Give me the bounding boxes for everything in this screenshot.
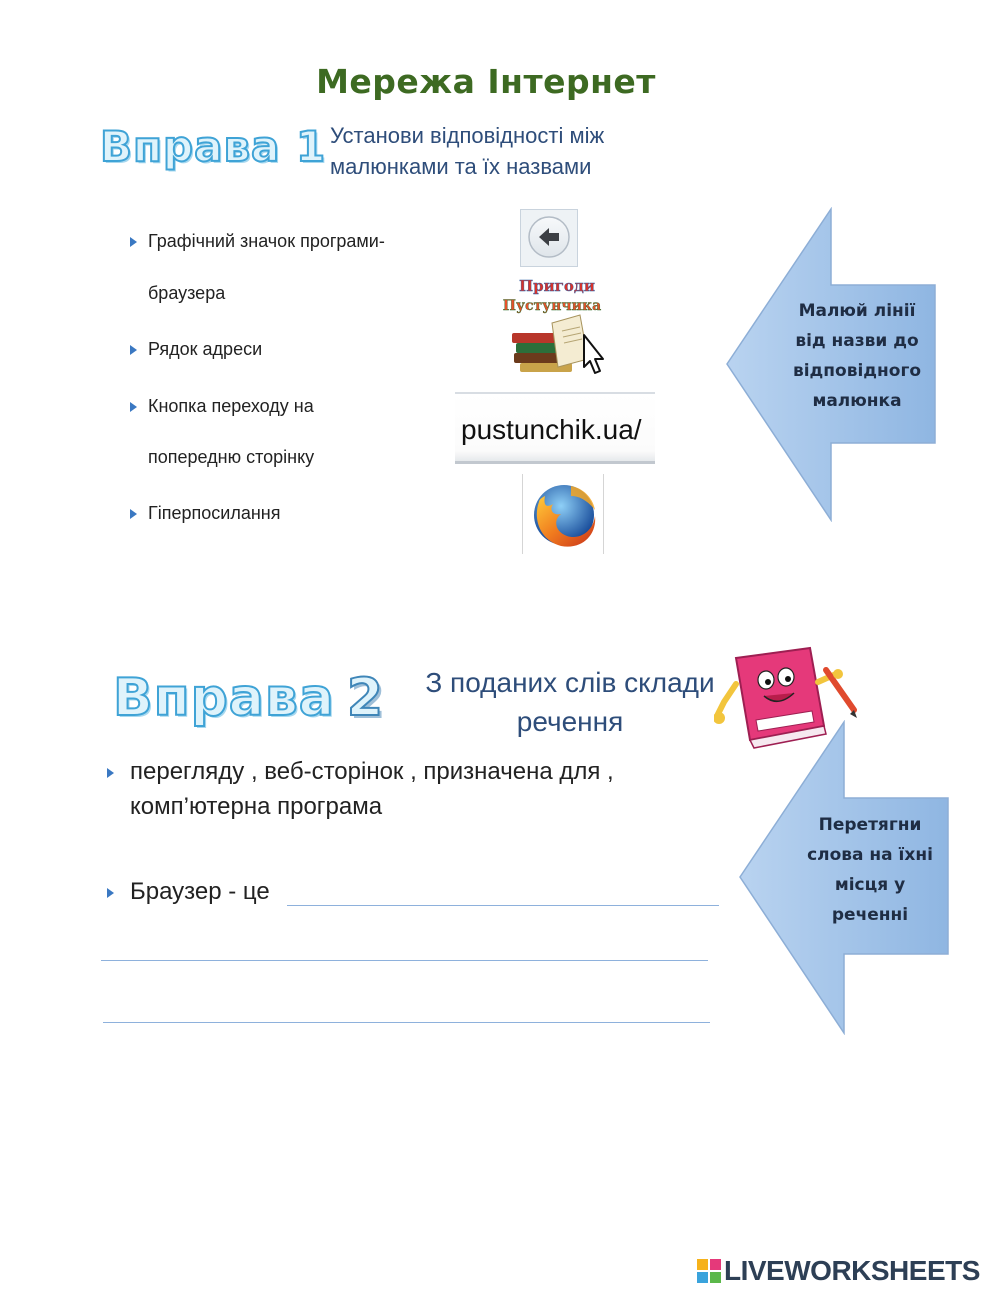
bullet-icon <box>130 402 137 412</box>
bullet-icon <box>107 888 114 898</box>
book-caption-line2: Пустунчика <box>502 298 602 314</box>
hint-1-line1: Малюй лінії <box>798 301 916 321</box>
address-bar-image[interactable] <box>455 392 655 464</box>
item-browser-icon-label-line1[interactable]: Графічний значок програми- <box>148 231 385 251</box>
logo-blocks-icon <box>697 1259 721 1283</box>
sentence-start: Браузер - це <box>130 878 270 905</box>
bullet-icon <box>107 768 114 778</box>
hint-2-line1: Перетягни <box>818 815 922 835</box>
exercise-1-instruction <box>330 120 660 182</box>
answer-line-2[interactable] <box>101 960 708 961</box>
hint-text-exercise-1 <box>782 296 932 416</box>
back-arrow-icon <box>521 210 577 266</box>
hint-1-line3: відповідного <box>792 361 922 381</box>
answer-line-1[interactable] <box>287 905 719 906</box>
item-hyperlink-label[interactable]: Гіперпосилання <box>148 503 281 523</box>
hint-1-line4: малюнка <box>812 391 902 411</box>
hyperlink-book-image[interactable] <box>502 275 612 385</box>
book-caption-line1: Пригоди <box>518 277 596 295</box>
hint-2-line4: реченні <box>831 905 909 925</box>
bullet-icon <box>130 237 137 247</box>
exercise-2-label <box>113 668 384 728</box>
hint-2-line2: слова на їхні <box>807 845 933 865</box>
words-line1[interactable]: перегляду , веб-сторінок , призначена для , <box>130 758 614 785</box>
exercise-1-instruction-line1: Установи відповідності між <box>330 123 605 148</box>
back-button-image[interactable] <box>520 209 578 267</box>
item-browser-icon-label-line2[interactable]: браузера <box>148 283 226 303</box>
hint-2-line3: місця у <box>834 875 906 895</box>
firefox-icon <box>523 474 603 554</box>
exercise-1-label: Вправа 1 <box>100 122 327 171</box>
bullet-icon <box>130 509 137 519</box>
exercise-2-word: Вправа <box>113 668 335 728</box>
logo-text: LIVEWORKSHEETS <box>724 1255 980 1286</box>
answer-line-3[interactable] <box>103 1022 710 1023</box>
address-bar-url: pustunchik.ua/ <box>461 414 642 445</box>
exercise-2-number: 2 <box>346 668 385 728</box>
browser-logo-image[interactable] <box>522 474 604 554</box>
exercise-1-instruction-line2: малюнками та їх назвами <box>330 154 592 179</box>
exercise-2-instruction-line2: речення <box>516 706 624 737</box>
words-line2[interactable]: комп’ютерна програма <box>130 793 383 820</box>
hint-1-line2: від назви до <box>795 331 919 351</box>
item-address-bar-label[interactable]: Рядок адреси <box>148 339 263 359</box>
page-title: Мережа Інтернет <box>316 62 656 101</box>
liveworksheets-logo[interactable] <box>697 1255 980 1287</box>
hint-text-exercise-2 <box>795 810 945 930</box>
exercise-2-instruction <box>405 663 735 741</box>
item-back-button-label-line1[interactable]: Кнопка переходу на <box>148 396 314 416</box>
item-back-button-label-line2[interactable]: попередню сторінку <box>148 447 315 467</box>
exercise-2-instruction-line1: З поданих слів склади <box>425 667 715 698</box>
books-with-cursor-icon <box>502 275 612 385</box>
bullet-icon <box>130 345 137 355</box>
